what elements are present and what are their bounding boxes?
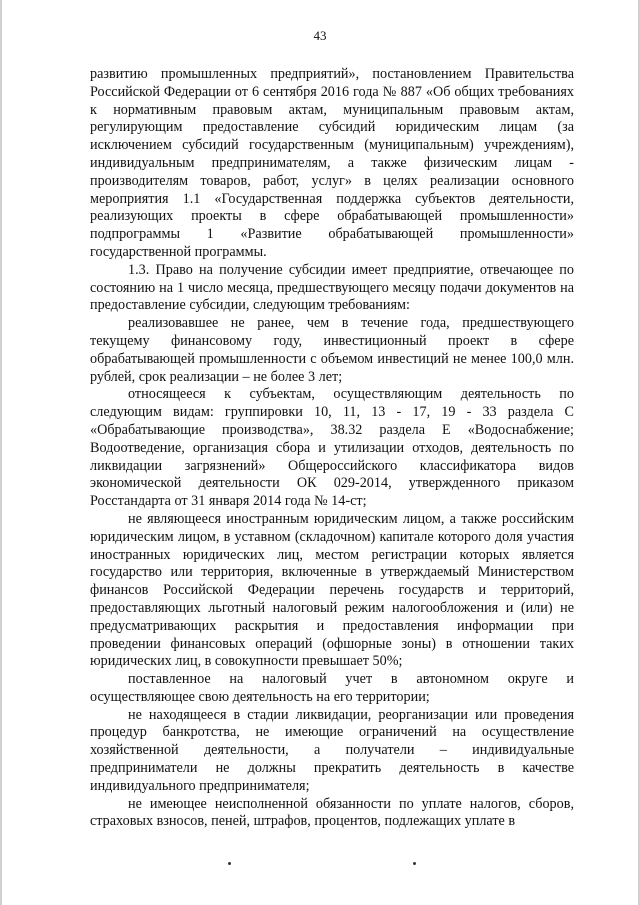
paragraph-requirement-investment: реализовавшее не ранее, чем в течение года, предшествующего текущему финансовому году, инвестиционный проект в сфере обрабатывающей промышленности с объемом инвестиций не менее 100,0 млн. рублей, срок реализации – не более 3 лет; bbox=[90, 315, 574, 385]
paragraph-continuation: развитию промышленных предприятий», постановлением Правительства Российской Федерации от 6 сентября 2016 года № 887 «Об общих требованиях к нормативным правовым актам, муниципальным правовым актам, регулирующим предоставление субсидий юридическим лицам (за исключением субсидий государственным (муниципальным) учреждениям), индивидуальным предпринимателям, а также физическим лицам - производителям товаров, работ, услуг» в целях реализации основного мероприятия 1.1 «Государственная поддержка субъектов деятельности, реализующих проекты в сфере обрабатывающей промышленности» подпрограммы 1 «Развитие обрабатывающей промышленности» государственной программы. bbox=[90, 66, 574, 260]
page-number: 43 bbox=[313, 28, 327, 43]
scan-dot bbox=[413, 862, 416, 865]
document-body bbox=[90, 66, 574, 831]
scan-dot bbox=[228, 862, 231, 865]
paragraph-requirement-foreign: не являющееся иностранным юридическим лицом, а также российским юридическим лицом, в уставном (складочном) капитале которого доля участия иностранных юридических лиц, местом регистрации которых является государство или территория, включенные в утверждаемый Министерством финансов Российской Федерации перечень государств и территорий, предоставляющих льготный налоговый режим налогообложения и (или) не предусматривающих раскрытия и предоставления информации при проведении финансовых операций (офшорные зоны) в отношении таких юридических лиц, в совокупности превышает 50%; bbox=[90, 510, 574, 670]
paragraph-requirement-liquidation: не находящееся в стадии ликвидации, реорганизации или проведения процедур банкротства, не имеющие ограничений на осуществление хозяйственной деятельности, а получатели – индивидуальные предприниматели не должны прекратить деятельность в качестве индивидуального предпринимателя; bbox=[90, 706, 574, 794]
paragraph-requirement-activity: относящееся к субъектам, осуществляющим деятельность по следующим видам: группировки 10, 11, 13 - 17, 19 - 33 раздела С «Обрабатывающие производства», 38.32 раздела Е «Водоснабжение; Водоотведение, организация сбора и утилизации отходов, деятельность по ликвидации загрязнений» Общероссийского классификатора видов экономической деятельности ОК 029-2014, утвержденного приказом Росстандарта от 31 января 2014 года № 14-ст; bbox=[90, 386, 574, 510]
paragraph-clause-1-3: 1.3. Право на получение субсидии имеет предприятие, отвечающее по состоянию на 1 число месяца, предшествующего месяцу подачи документов на предоставление субсидии, следующим требованиям: bbox=[90, 261, 574, 314]
paragraph-requirement-tax-debt: не имеющее неисполненной обязанности по уплате налогов, сборов, страховых взносов, пеней, штрафов, процентов, подлежащих уплате в bbox=[90, 795, 574, 830]
paragraph-requirement-tax-registration: поставленное на налоговый учет в автономном округе и осуществляющее свою деятельность на его территории; bbox=[90, 671, 574, 705]
page-left-edge bbox=[0, 0, 2, 905]
